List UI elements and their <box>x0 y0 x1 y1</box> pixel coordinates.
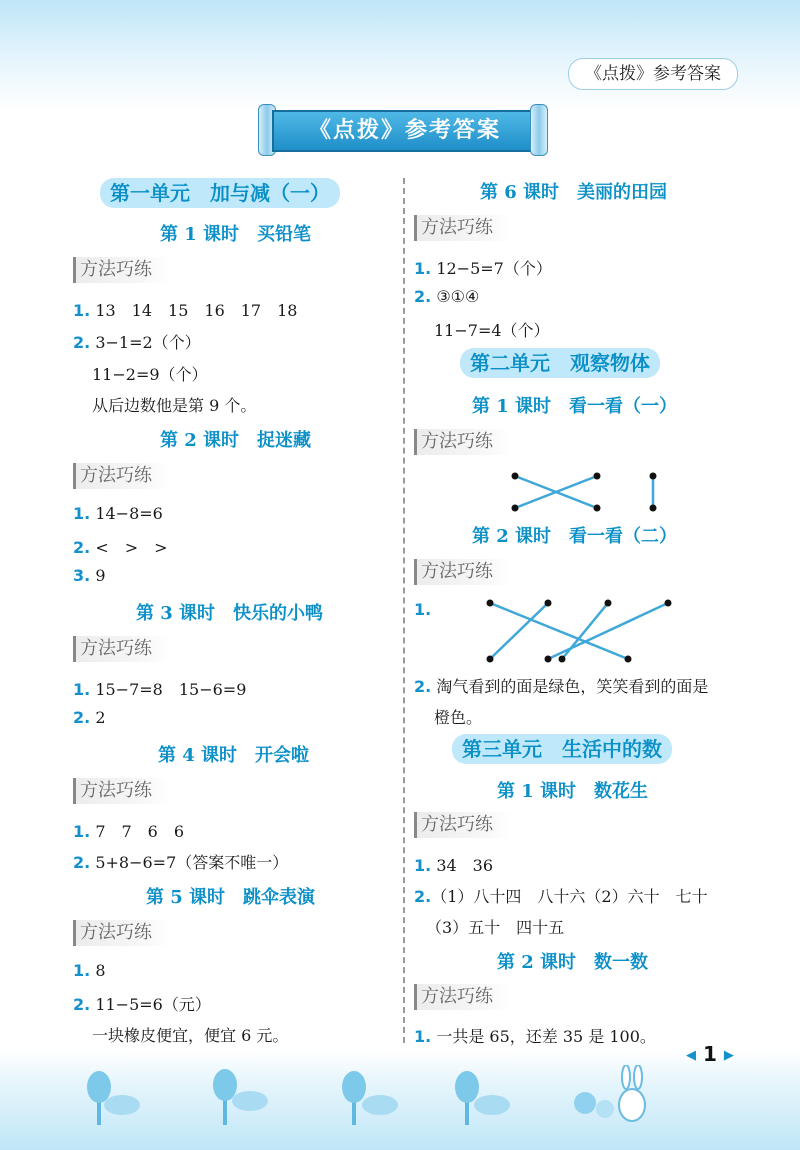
lesson6-title: 第 6 课时 美丽的田园 <box>480 182 668 203</box>
list-item: 1. 14−8=6 <box>73 504 163 523</box>
method-label: 方法巧练 <box>414 984 511 1010</box>
list-item: 1. 13 14 15 16 17 18 <box>73 301 298 320</box>
list-item: 1. 一共是 65，还差 35 是 100。 <box>414 1027 656 1046</box>
tree-icon <box>213 1069 268 1125</box>
tree-icon <box>342 1071 398 1125</box>
title-banner-text: 《点拨》参考答案 <box>272 110 538 152</box>
list-item-cont: 11−2=9（个） <box>92 365 208 384</box>
method-label: 方法巧练 <box>73 463 170 489</box>
list-item: 2.（1）八十四 八十六（2）六十 七十 <box>414 887 708 906</box>
list-item-cont: （3）五十 四十五 <box>426 918 565 937</box>
list-item-cont: 橙色。 <box>434 708 483 727</box>
column-divider <box>403 178 405 1043</box>
top-decor-band <box>0 0 800 110</box>
list-item: 2. 2 <box>73 708 106 727</box>
list-item: 1. 34 36 <box>414 856 494 875</box>
unit2-title: 第二单元 观察物体 <box>460 348 660 378</box>
u2-lesson1-title: 第 1 课时 看一看（一） <box>472 396 678 417</box>
list-item: 2. 11−5=6（元） <box>73 995 211 1014</box>
unit1-title: 第一单元 加与减（一） <box>100 178 340 208</box>
list-item: 2. ③①④ <box>414 287 480 306</box>
list-item: 2. < > > <box>73 538 168 557</box>
tree-icon <box>87 1071 140 1125</box>
list-item: 2. 5+8−6=7（答案不唯一） <box>73 853 289 872</box>
list-item: 1. 7 7 6 6 <box>73 822 185 841</box>
lesson4-title: 第 4 课时 开会啦 <box>158 745 310 766</box>
unit3-title: 第三单元 生活中的数 <box>452 734 672 764</box>
method-label: 方法巧练 <box>414 429 511 455</box>
list-item-cont: 从后边数他是第 9 个。 <box>92 396 257 415</box>
list-item-cont: 一块橡皮便宜，便宜 6 元。 <box>92 1026 289 1045</box>
method-label: 方法巧练 <box>73 257 170 283</box>
header-tag: 《点拨》参考答案 <box>568 58 738 90</box>
method-label: 方法巧练 <box>73 636 170 662</box>
scroll-roll-right <box>530 104 548 156</box>
matching-diagram-1 <box>505 468 665 518</box>
method-label: 方法巧练 <box>414 215 511 241</box>
lesson3-title: 第 3 课时 快乐的小鸭 <box>136 603 324 624</box>
bottom-decoration <box>80 1065 720 1140</box>
title-banner <box>258 104 548 154</box>
lesson2-title: 第 2 课时 捉迷藏 <box>160 430 312 451</box>
page-number: ◀ 1 ▶ <box>686 1042 734 1066</box>
list-item: 1. 15−7=8 15−6=9 <box>73 680 247 699</box>
prev-arrow-icon: ◀ <box>686 1048 696 1063</box>
list-item: 1. <box>414 600 432 619</box>
list-item-cont: 11−7=4（个） <box>434 321 550 340</box>
lesson1-title: 第 1 课时 买铅笔 <box>160 224 312 245</box>
u3-lesson2-title: 第 2 课时 数一数 <box>497 952 649 973</box>
list-item: 2. 淘气看到的面是绿色，笑笑看到的面是 <box>414 677 709 696</box>
method-label: 方法巧练 <box>414 812 511 838</box>
list-item: 2. 3−1=2（个） <box>73 333 201 352</box>
matching-diagram-2 <box>480 593 680 665</box>
lesson5-title: 第 5 课时 跳伞表演 <box>146 887 316 908</box>
list-item: 1. 12−5=7（个） <box>414 259 552 278</box>
method-label: 方法巧练 <box>73 778 170 804</box>
u3-lesson1-title: 第 1 课时 数花生 <box>497 781 649 802</box>
list-item: 3. 9 <box>73 566 106 585</box>
method-label: 方法巧练 <box>414 559 511 585</box>
list-item: 1. 8 <box>73 961 106 980</box>
next-arrow-icon: ▶ <box>723 1048 734 1063</box>
method-label: 方法巧练 <box>73 920 170 946</box>
animals-icon <box>574 1065 645 1121</box>
tree-icon <box>455 1071 510 1125</box>
u2-lesson2-title: 第 2 课时 看一看（二） <box>472 526 678 547</box>
